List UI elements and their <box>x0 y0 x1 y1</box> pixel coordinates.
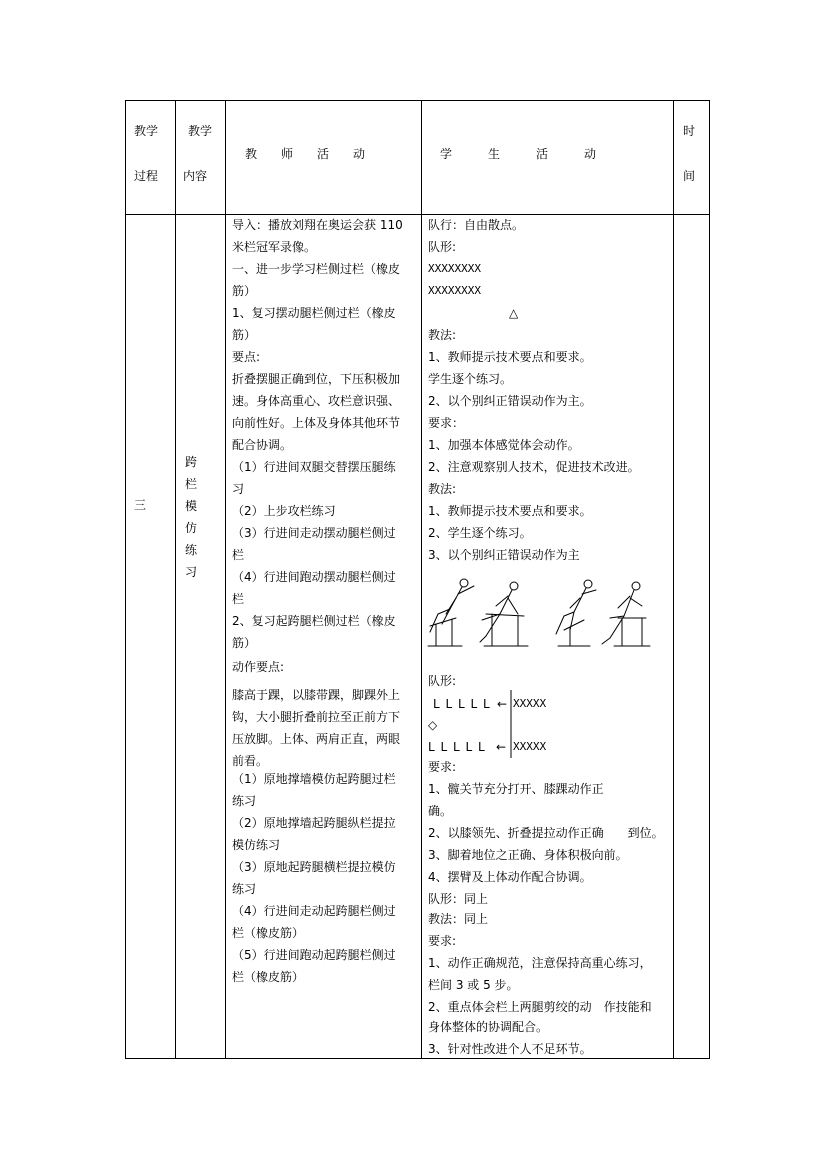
teacher-line: 习 <box>232 482 245 496</box>
content-char: 栏 <box>185 477 198 491</box>
header-content-line1: 教学 <box>188 124 213 138</box>
teacher-line: 模仿练习 <box>232 838 281 852</box>
student-line: 教法: <box>428 328 457 342</box>
student-line: 1、动作正确规范，注意保持高重心练习， <box>428 956 652 970</box>
student-line: 队形: <box>428 240 457 254</box>
teacher-line: （2）上步攻栏练习 <box>232 504 336 518</box>
student-line: 2、学生逐个练习。 <box>428 526 532 540</box>
teacher-line: 2、复习起跨腿栏侧过栏（橡皮 <box>232 614 396 628</box>
student-line: 2、重点体会栏上两腿剪绞的动 作技能和 <box>428 1000 652 1014</box>
teacher-line: 膝高于踝，以膝带踝，脚踝外上 <box>232 688 401 702</box>
diamond-marker: ◇ <box>428 718 438 732</box>
student-line: 4、摆臂及上体动作配合协调。 <box>428 870 592 884</box>
teacher-line: 向前性好。上体及身体其他环节 <box>232 416 401 430</box>
teacher-line: 栏 <box>232 548 245 562</box>
teacher-line: 配合协调。 <box>232 438 293 452</box>
formation-row2-right: XXXXX <box>513 740 547 753</box>
hurdle-icon <box>558 620 590 646</box>
header-content-line2: 内容 <box>183 169 208 183</box>
teacher-line: （1）行进间双腿交替摆压腿练 <box>232 460 396 474</box>
student-line: 2、以个别纠正错误动作为主。 <box>428 394 592 408</box>
teacher-line: 速。身体高重心、攻栏意识强、 <box>232 394 401 408</box>
teacher-line: 1、复习摆动腿栏侧过栏（橡皮 <box>232 306 396 320</box>
student-line: 栏间 3 或 5 步。 <box>428 978 519 992</box>
teacher-triangle-marker: △ <box>509 306 519 320</box>
student-line: 队行：自由散点。 <box>428 218 525 232</box>
student-line: 队形：同上 <box>428 892 489 906</box>
header-process-line1: 教学 <box>134 124 159 138</box>
teacher-line: 练习 <box>232 794 257 808</box>
hurdle-icon <box>484 614 528 646</box>
teacher-line: （3）原地起跨腿横栏提拉模仿 <box>232 860 396 874</box>
teacher-line: 一、进一步学习栏侧过栏（橡皮 <box>232 262 401 276</box>
student-line: 要求: <box>428 934 457 948</box>
student-line: 身体整体的协调配合。 <box>428 1020 549 1034</box>
content-char: 模 <box>185 499 198 513</box>
student-line: 3、脚着地位之正确、身体积极向前。 <box>428 848 628 862</box>
formation-label: 队形: <box>428 674 457 688</box>
content-char: 练 <box>185 543 198 557</box>
teacher-line: （5）行进间跑动起跨腿栏侧过 <box>232 948 396 962</box>
formation-row1-right: XXXXX <box>513 697 547 710</box>
student-line: 1、教师提示技术要点和要求。 <box>428 350 592 364</box>
hurdle-icon <box>428 618 462 646</box>
teacher-line: 筋） <box>232 636 257 650</box>
formation-row2-left: L L L L L <box>428 740 486 754</box>
student-line: 要求： <box>428 416 465 430</box>
teacher-line: 动作要点: <box>232 660 285 674</box>
teacher-line: 要点: <box>232 350 261 364</box>
student-line: 2、以膝领先、折叠提拉动作正确 到位。 <box>428 826 664 840</box>
content-char: 仿 <box>185 521 198 535</box>
student-line: 1、加强本体感觉体会动作。 <box>428 438 580 452</box>
student-formation-row: XXXXXXXX <box>428 284 481 297</box>
header-student-activity: 学 生 活 动 <box>440 147 597 161</box>
student-line: 确。 <box>428 804 453 818</box>
teacher-line: （2）原地撑墙起跨腿纵栏提拉 <box>232 816 396 830</box>
teacher-line: 前看。 <box>232 754 269 768</box>
student-line: 教法：同上 <box>428 912 489 926</box>
teacher-line: 栏（橡皮筋） <box>232 926 305 940</box>
formation-row1-left: L L L L L <box>433 697 491 711</box>
teacher-line: 钩，大小腿折叠前拉至正前方下 <box>232 710 401 724</box>
student-formation-row: XXXXXXXX <box>428 262 481 275</box>
stage-number: 三 <box>134 498 147 512</box>
teacher-line: 练习 <box>232 882 257 896</box>
teacher-line: 导入：播放刘翔在奥运会获 110 <box>232 218 403 232</box>
arrow-left-icon: ← <box>497 697 508 711</box>
hurdler-figure <box>480 582 518 642</box>
teacher-line: 压放脚。上体、两肩正直，两眼 <box>232 732 401 746</box>
teacher-line: 筋） <box>232 284 257 298</box>
header-time-line1: 时 <box>683 124 696 138</box>
teacher-line: （1）原地撑墙模仿起跨腿过栏 <box>232 772 396 786</box>
student-line: 2、注意观察别人技术，促进技术改进。 <box>428 460 640 474</box>
teacher-line: 栏（橡皮筋） <box>232 970 305 984</box>
header-time-line2: 间 <box>683 169 696 183</box>
teacher-line: （3）行进间走动摆动腿栏侧过 <box>232 526 396 540</box>
arrow-left-icon: ← <box>496 740 507 754</box>
teacher-line: 栏 <box>232 592 245 606</box>
header-process-line2: 过程 <box>134 169 159 183</box>
teacher-line: 筋） <box>232 328 257 342</box>
content-char: 习 <box>185 565 198 579</box>
teacher-line: 米栏冠军录像。 <box>232 240 317 254</box>
student-line: 1、教师提示技术要点和要求。 <box>428 504 592 518</box>
student-line: 要求: <box>428 760 457 774</box>
hurdle-technique-figure <box>424 574 660 650</box>
student-line: 教法: <box>428 482 457 496</box>
content-char: 跨 <box>185 455 198 469</box>
student-line: 3、以个别纠正错误动作为主 <box>428 548 580 562</box>
student-line: 1、髋关节充分打开、膝踝动作正 <box>428 782 604 796</box>
student-line: 学生逐个练习。 <box>428 372 513 386</box>
hurdler-figure <box>556 580 596 634</box>
teacher-line: （4）行进间走动起跨腿栏侧过 <box>232 904 396 918</box>
hurdle-icon <box>614 618 650 646</box>
header-teacher-activity: 教 师 活 动 <box>245 147 366 161</box>
formation-divider-line <box>509 690 513 760</box>
teacher-line: 折叠摆腿正确到位，下压积极加 <box>232 372 401 386</box>
teacher-line: （4）行进间跑动摆动腿栏侧过 <box>232 570 396 584</box>
student-line: 3、针对性改进个人不足环节。 <box>428 1042 592 1056</box>
